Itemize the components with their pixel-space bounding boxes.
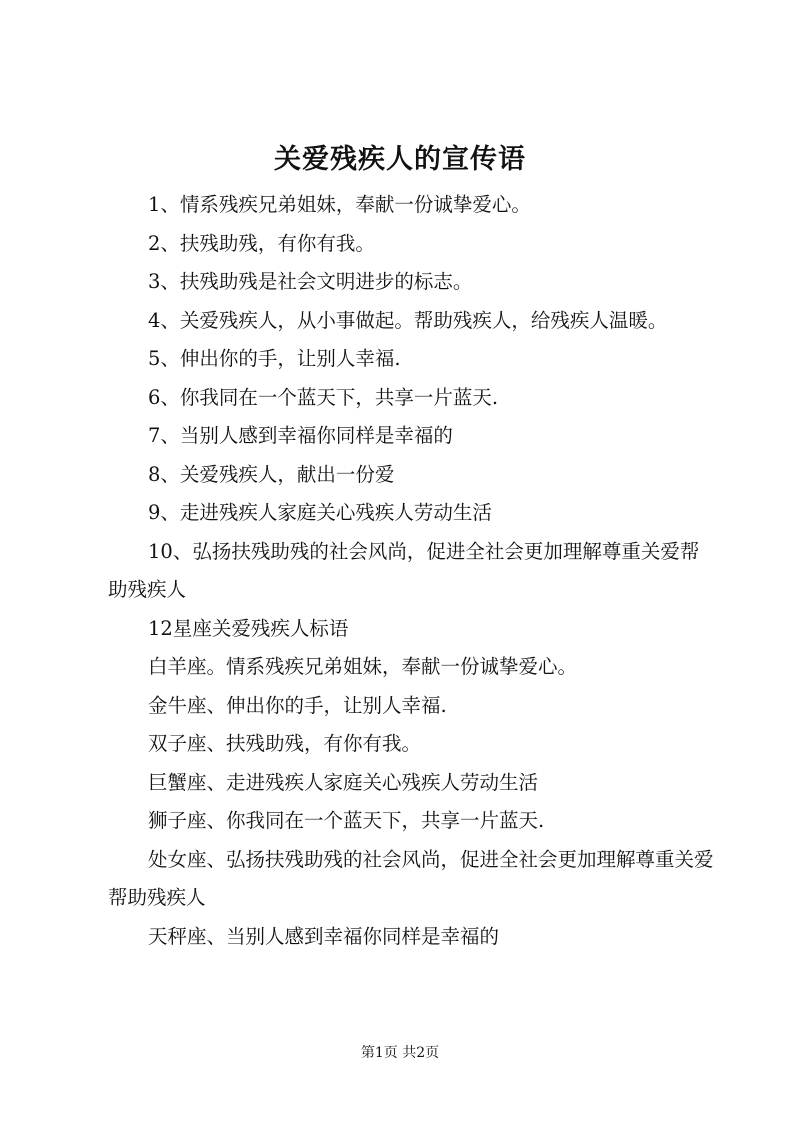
paragraph-9: 9、走进残疾人家庭关心残疾人劳动生活 <box>148 501 492 524</box>
paragraph-cancer: 巨蟹座、走进残疾人家庭关心残疾人劳动生活 <box>148 770 539 794</box>
paragraph-7: 7、当别人感到幸福你同样是幸福的 <box>148 424 453 447</box>
document-title: 关爱残疾人的宣传语 <box>274 144 526 175</box>
paragraph-8: 8、关爱残疾人，献出一份爱 <box>148 462 395 486</box>
paragraph-aries: 白羊座。情系残疾兄弟姐妹，奉献一份诚挚爱心。 <box>148 655 578 678</box>
paragraph-taurus: 金牛座、伸出你的手，让别人幸福. <box>148 693 447 717</box>
paragraph-leo: 狮子座、你我同在一个蓝天下，共享一片蓝天. <box>148 809 545 832</box>
paragraph-gemini: 双子座、扶残助残，有你有我。 <box>148 732 422 755</box>
paragraph-6: 6、你我同在一个蓝天下，共享一片蓝天. <box>148 385 499 409</box>
document-body <box>108 186 718 956</box>
paragraph-3: 3、扶残助残是社会文明进步的标志。 <box>148 270 473 293</box>
paragraph-10: 10、弘扬扶残助残的社会风尚，促进全社会更加理解尊重关爱帮助残疾人 <box>108 539 700 601</box>
paragraph-5: 5、伸出你的手，让别人幸福. <box>148 347 401 370</box>
paragraph-virgo: 处女座、弘扬扶残助残的社会风尚，促进全社会更加理解尊重关爱帮助残疾人 <box>108 847 714 909</box>
paragraph-1: 1、情系残疾兄弟姐妹，奉献一份诚挚爱心。 <box>148 193 531 216</box>
paragraph-libra: 天秤座、当别人感到幸福你同样是幸福的 <box>148 924 500 948</box>
page-footer: 第1页 共2页 <box>360 1045 440 1061</box>
paragraph-4: 4、关爱残疾人，从小事做起。帮助残疾人，给残疾人温暖。 <box>148 308 668 332</box>
paragraph-2: 2、扶残助残，有你有我。 <box>148 231 375 255</box>
section-heading-zodiac: 12星座关爱残疾人标语 <box>148 616 349 640</box>
